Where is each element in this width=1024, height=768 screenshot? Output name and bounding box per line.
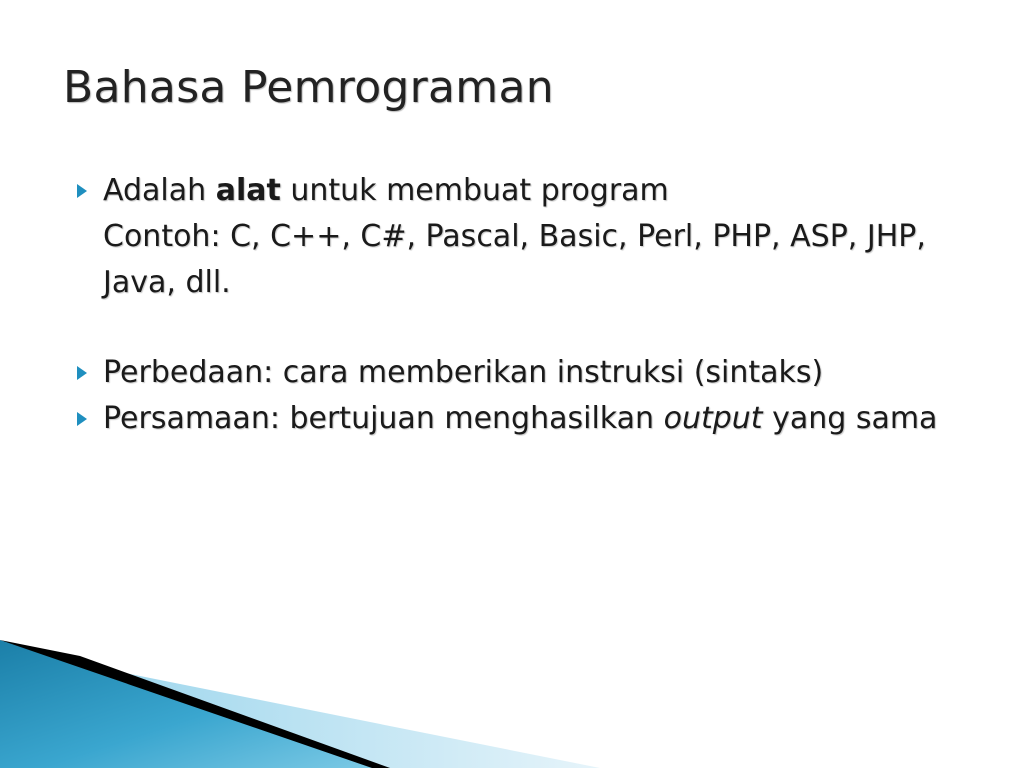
bullet-arrow-icon: [77, 412, 87, 426]
bullet-arrow-icon: [77, 366, 87, 380]
bullet-item-definition: [75, 168, 955, 214]
spacer: [75, 306, 955, 350]
bullet-text-bold: alat: [215, 173, 281, 208]
corner-decoration: [0, 628, 1024, 768]
bullet-item-similarity: [75, 396, 955, 442]
slide-title: Bahasa Pemrograman: [63, 62, 554, 113]
bullet-text-pre: Adalah: [103, 173, 216, 208]
bullet-text-post: untuk membuat program: [280, 173, 669, 208]
bullet-item-difference: [75, 350, 955, 396]
bullet-subtext-examples: Contoh: C, C++, C#, Pascal, Basic, Perl, PHP, ASP, JHP, Java, dll.: [103, 219, 926, 300]
bullet-list: [75, 168, 955, 442]
bullet-text-pre: Persamaan: bertujuan menghasilkan: [103, 401, 664, 436]
bullet-text: Perbedaan: cara memberikan instruksi (sintaks): [103, 355, 824, 390]
bullet-text-italic: output: [663, 401, 763, 436]
bullet-text-post: yang sama: [762, 401, 938, 436]
bullet-arrow-icon: [77, 184, 87, 198]
